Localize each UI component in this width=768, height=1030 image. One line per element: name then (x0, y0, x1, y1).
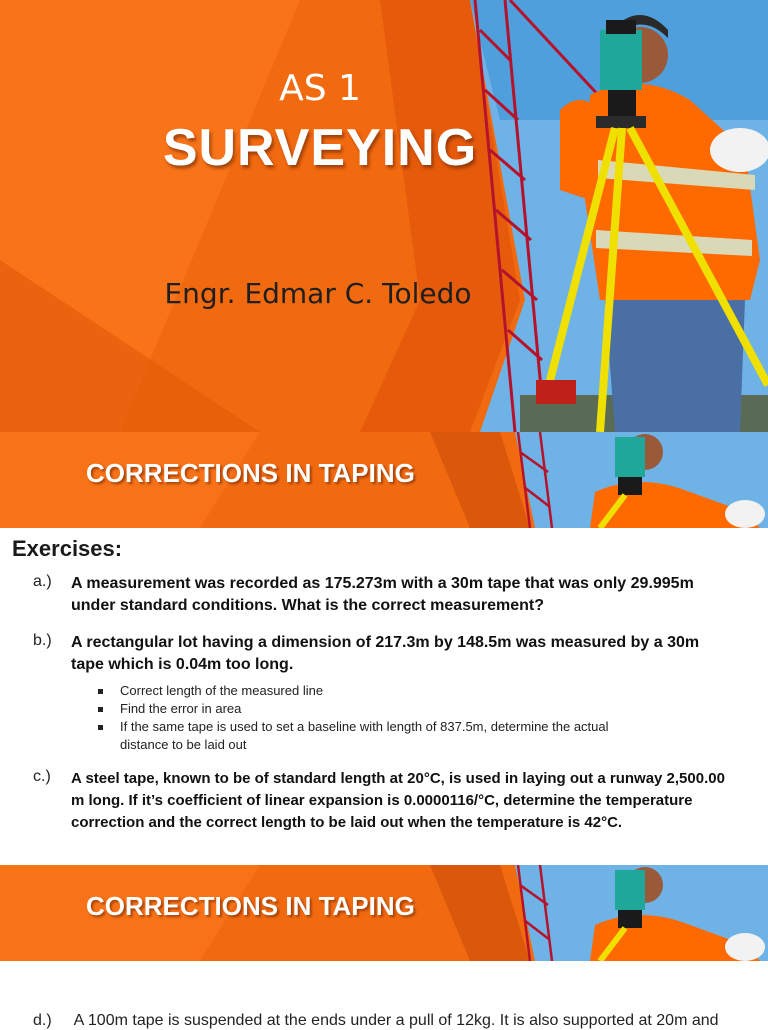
exercise-label: b.) (33, 632, 52, 649)
text-line: m long. If it’s coefficient of linear expansion is 0.0000116/°C, determine the temperature (71, 792, 693, 809)
header-title: CORRECTIONS IN TAPING (86, 891, 415, 921)
exercise-label: d.) (33, 1012, 52, 1029)
bullet-text: Correct length of the measured line (120, 683, 324, 698)
title-slide-background (0, 0, 768, 432)
text-line: A steel tape, known to be of standard length at 20°C, is used in laying out a runway 2,500.00 (71, 770, 725, 787)
bullet-icon (98, 689, 103, 694)
exercise-item-d (33, 1012, 719, 1030)
bullet-item (98, 718, 738, 754)
section-header-2 (0, 865, 768, 961)
text-line: correction and the correct length to be laid out when the temperature is 42°C. (71, 814, 623, 831)
exercise-text (71, 573, 751, 617)
bullet-text: Find the error in area (120, 701, 242, 716)
title-slide (0, 0, 768, 432)
author-name: Engr. Edmar C. Toledo (164, 277, 472, 310)
bullet-icon (98, 725, 103, 730)
exercise-label: c.) (33, 768, 51, 785)
bullet-item (98, 700, 738, 718)
exercise-text (71, 632, 751, 676)
bullet-text: If the same tape is used to set a baseline with length of 837.5m, determine the actual (120, 719, 609, 734)
exercise-text (71, 768, 751, 834)
section-header (0, 432, 768, 528)
text-line: A rectangular lot having a dimension of 217.3m by 148.5m was measured by a 30m (71, 634, 700, 651)
text-line: under standard conditions. What is the correct measurement? (71, 597, 544, 614)
slide-title: SURVEYING (162, 119, 478, 177)
bullet-item (98, 682, 738, 700)
bullet-list (98, 682, 738, 754)
bullet-icon (98, 707, 103, 712)
course-code: AS 1 (279, 68, 361, 109)
text-line: tape which is 0.04m too long. (71, 656, 294, 673)
exercise-text: A 100m tape is suspended at the ends under a pull of 12kg. It is also supported at 20m and (73, 1012, 719, 1029)
text-line: A measurement was recorded as 175.273m with a 30m tape that was only 29.995m (71, 575, 694, 592)
bullet-text: distance to be laid out (120, 737, 247, 752)
exercise-label: a.) (33, 573, 52, 590)
header-title: CORRECTIONS IN TAPING (86, 458, 415, 488)
exercises-heading: Exercises: (12, 536, 123, 561)
